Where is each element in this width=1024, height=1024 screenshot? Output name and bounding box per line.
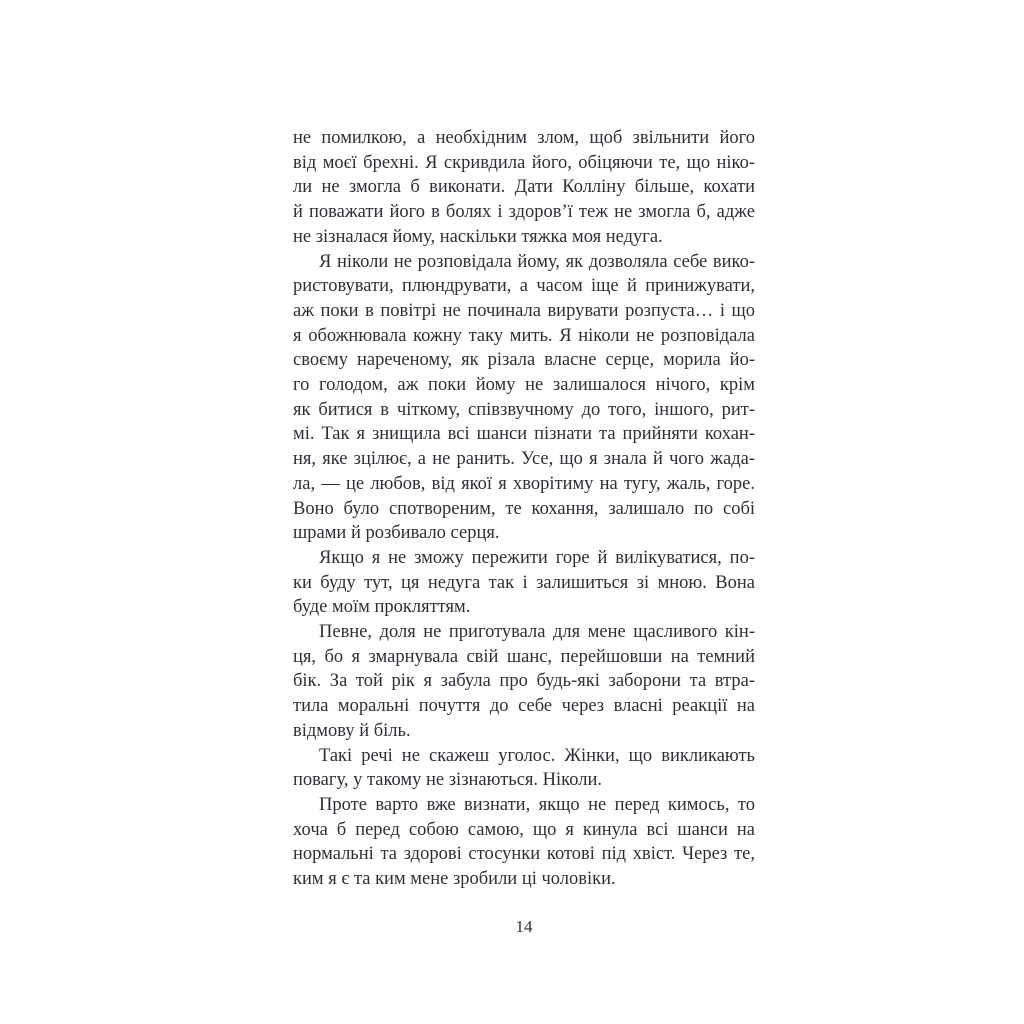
paragraph (293, 744, 755, 793)
text-line: ня, яке зцілює, а не ранить. Усе, що я знала й чого жада- (293, 449, 755, 470)
text-line: своєму нареченому, як різала власне серце, морила йо- (293, 350, 755, 371)
text-line: буде моїм прокляттям. (293, 597, 471, 618)
text-line: я обожнювала кожну таку мить. Я ніколи не розповідала (293, 325, 755, 346)
text-line: ли не змогла б виконати. Дати Колліну більше, кохати (293, 177, 755, 198)
text-line: Певне, доля не приготувала для мене щасливого кін- (319, 622, 755, 643)
text-line: Я ніколи не розповідала йому, як дозволяла себе вико- (319, 251, 755, 272)
text-line: го голодом, аж поки йому не залишалося нічого, крім (293, 375, 755, 396)
text-line: від моєї брехні. Я скривдила його, обіцяючи те, що ніко- (293, 152, 755, 173)
text-line: ла, — це любов, від якої я хворітиму на тугу, жаль, горе. (293, 473, 755, 494)
text-line: мі. Так я знищила всі шанси пізнати та прийняти кохан- (293, 424, 755, 445)
paragraph (293, 620, 755, 744)
text-line: не зізналася йому, наскільки тяжка моя недуга. (293, 226, 663, 247)
text-line: ристовувати, плюндрувати, а часом іще й принижувати, (293, 276, 755, 297)
text-line: шрами й розбивало серця. (293, 523, 500, 544)
page-number: 14 (515, 917, 533, 936)
paragraph (293, 546, 755, 620)
text-line: аж поки в повітрі не починала вирувати розпуста… і що (293, 300, 755, 321)
text-block (293, 126, 755, 892)
text-line: Такі речі не скажеш уголос. Жінки, що викликають (319, 745, 755, 766)
text-line: як битися в чіткому, співзвучному до того, іншого, рит- (293, 399, 755, 420)
text-line: Якщо я не зможу пережити горе й вилікуватися, по- (319, 547, 755, 568)
text-line: бік. За той рік я забула про будь-які заборони та втра- (293, 671, 755, 692)
text-line: нормальні та здорові стосунки котові під хвіст. Через те, (293, 844, 755, 865)
text-line: Воно було спотвореним, те кохання, залишало по собі (293, 498, 755, 519)
text-line: відмову й біль. (293, 720, 411, 741)
text-line: ця, бо я змарнувала свій шанс, перейшовши на темний (293, 646, 755, 667)
text-line: повагу, у такому не зізнаються. Ніколи. (293, 770, 602, 791)
text-line: тила моральні почуття до себе через власні реакції на (293, 696, 755, 717)
text-line: ким я є та ким мене зробили ці чоловіки. (293, 869, 616, 890)
text-line: хоча б перед собою самою, що я кинула всі шанси на (293, 819, 755, 840)
paragraph (293, 250, 755, 546)
text-line: Проте варто вже визнати, якщо не перед кимось, то (319, 794, 755, 815)
paragraph (293, 793, 755, 892)
text-line: ки буду тут, ця недуга так і залишиться зі мною. Вона (293, 572, 755, 593)
paragraph (293, 126, 755, 250)
text-line: й поважати його в болях і здоров’ї теж не змогла б, адже (293, 202, 755, 223)
text-line: не помилкою, а необхідним злом, щоб звільнити його (293, 128, 755, 148)
